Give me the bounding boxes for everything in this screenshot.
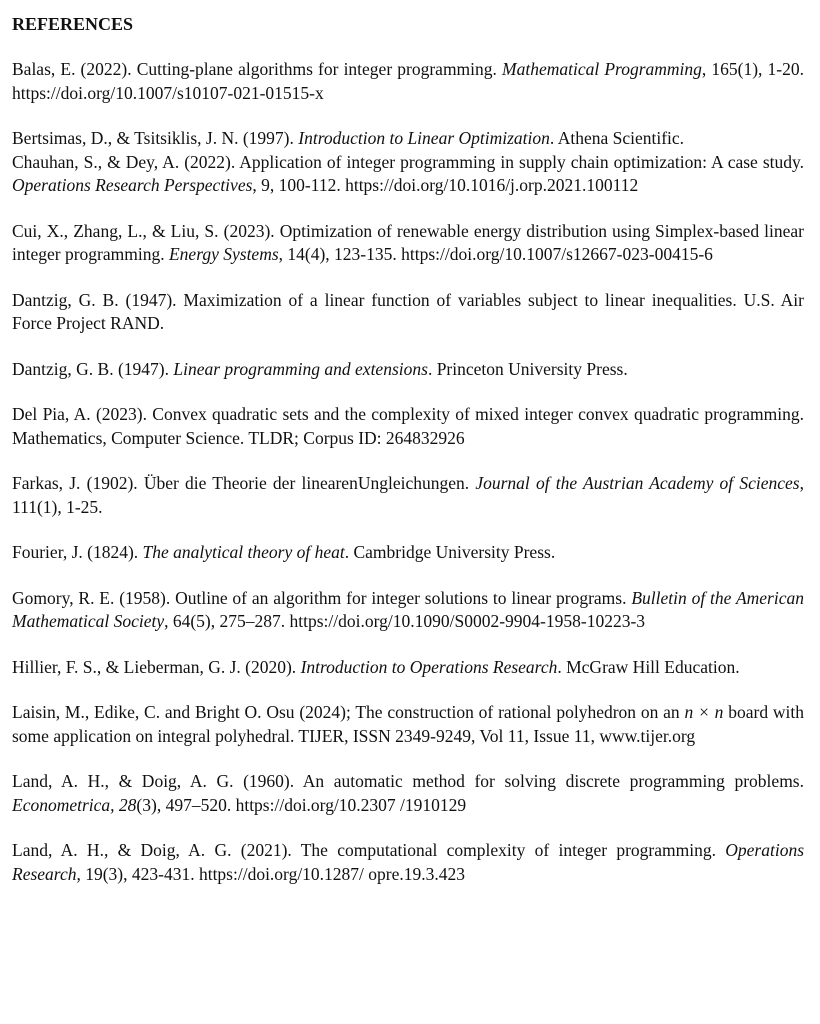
ref-text: Laisin, M., Edike, C. and Bright O. Osu (2024); The construction of rational polyhedron on an <box>12 702 685 722</box>
reference-entry <box>12 656 804 680</box>
ref-italic: Journal of the Austrian Academy of Sciences <box>475 473 800 493</box>
reference-entry <box>12 839 804 886</box>
ref-text: Del Pia, A. (2023). Convex quadratic sets and the complexity of mixed integer convex quadratic programming. Mathematics, Computer Science. TLDR; Corpus ID: 264832926 <box>12 404 804 448</box>
ref-text: , 19(3), 423-431. https://doi.org/10.1287/ opre.19.3.423 <box>76 863 466 884</box>
ref-italic: n × n <box>684 702 724 722</box>
ref-italic: Operations Research Perspectives <box>12 175 253 195</box>
reference-entry <box>12 587 804 634</box>
reference-entry <box>12 220 804 267</box>
ref-text: board with some application on integral polyhedral. TIJER, ISSN 2349-9249, Vol 11, Issue 11, www.tijer.org <box>12 702 804 746</box>
ref-text: , 9, 100-112. https://doi.org/10.1016/j.orp.2021.100112 <box>252 175 639 195</box>
reference-entry <box>12 58 804 105</box>
ref-italic: Linear programming and extensions <box>173 358 428 379</box>
ref-italic: Bulletin of the American Mathematical Society <box>12 587 804 631</box>
references-page <box>12 12 804 886</box>
references-heading: REFERENCES <box>12 14 134 34</box>
ref-text: Dantzig, G. B. (1947). Maximization of a linear function of variables subject to linear inequalities. U.S. Air Force Project RAND. <box>12 289 804 333</box>
reference-entry <box>12 289 804 336</box>
reference-entry <box>12 770 804 817</box>
ref-text: , 165(1), 1-20. https://doi.org/10.1007/s10107-021-01515-x <box>12 59 805 103</box>
ref-text: Land, A. H., & Doig, A. G. (2021). The computational complexity of integer programming. <box>12 840 726 860</box>
ref-text: . Athena Scientific. <box>549 128 685 148</box>
ref-italic: Operations Research <box>12 840 804 884</box>
ref-text: Dantzig, G. B. (1947). <box>12 358 174 379</box>
ref-italic: Econometrica, 28 <box>12 794 137 815</box>
ref-text: Balas, E. (2022). Cutting-plane algorithms for integer programming. <box>12 59 503 79</box>
ref-text: Land, A. H., & Doig, A. G. (1960). An automatic method for solving discrete programming problems. <box>12 771 804 791</box>
reference-entry <box>12 358 804 382</box>
ref-text: Hillier, F. S., & Lieberman, G. J. (2020). <box>12 656 301 677</box>
ref-italic: The analytical theory of heat <box>142 542 345 562</box>
reference-entry <box>12 541 804 565</box>
ref-text: . McGraw Hill Education. <box>557 656 740 677</box>
ref-italic: Mathematical Programming <box>502 59 702 79</box>
ref-text: (3), 497–520. https://doi.org/10.2307 /1910129 <box>136 794 467 815</box>
ref-italic: Introduction to Operations Research <box>300 656 558 677</box>
reference-entry <box>12 701 804 748</box>
ref-text: Gomory, R. E. (1958). Outline of an algorithm for integer solutions to linear programs. <box>12 587 632 608</box>
ref-text: Fourier, J. (1824). <box>12 542 143 562</box>
reference-entry <box>12 151 804 198</box>
ref-text: Bertsimas, D., & Tsitsiklis, J. N. (1997). <box>12 128 299 148</box>
reference-entry <box>12 472 804 519</box>
ref-text: , 14(4), 123-135. https://doi.org/10.1007/s12667-023-00415-6 <box>278 244 713 264</box>
reference-entry <box>12 403 804 450</box>
ref-text: . Princeton University Press. <box>427 358 628 379</box>
reference-entry <box>12 127 804 151</box>
ref-italic: Introduction to Linear Optimization <box>298 128 550 148</box>
ref-italic: Energy Systems <box>168 244 279 264</box>
ref-text: Cui, X., Zhang, L., & Liu, S. (2023). Optimization of renewable energy distribution using Simplex-based linear integer programming. <box>12 220 804 264</box>
ref-text: , 64(5), 275–287. https://doi.org/10.1090/S0002-9904-1958-10223-3 <box>164 611 646 631</box>
ref-text: Farkas, J. (1902). Über die Theorie der linearenUngleichungen. <box>12 473 476 493</box>
ref-text: Chauhan, S., & Dey, A. (2022). Application of integer programming in supply chain optimization: A case study. <box>12 151 804 172</box>
ref-text: . Cambridge University Press. <box>344 542 556 562</box>
ref-text: , 111(1), 1-25. <box>12 473 804 517</box>
